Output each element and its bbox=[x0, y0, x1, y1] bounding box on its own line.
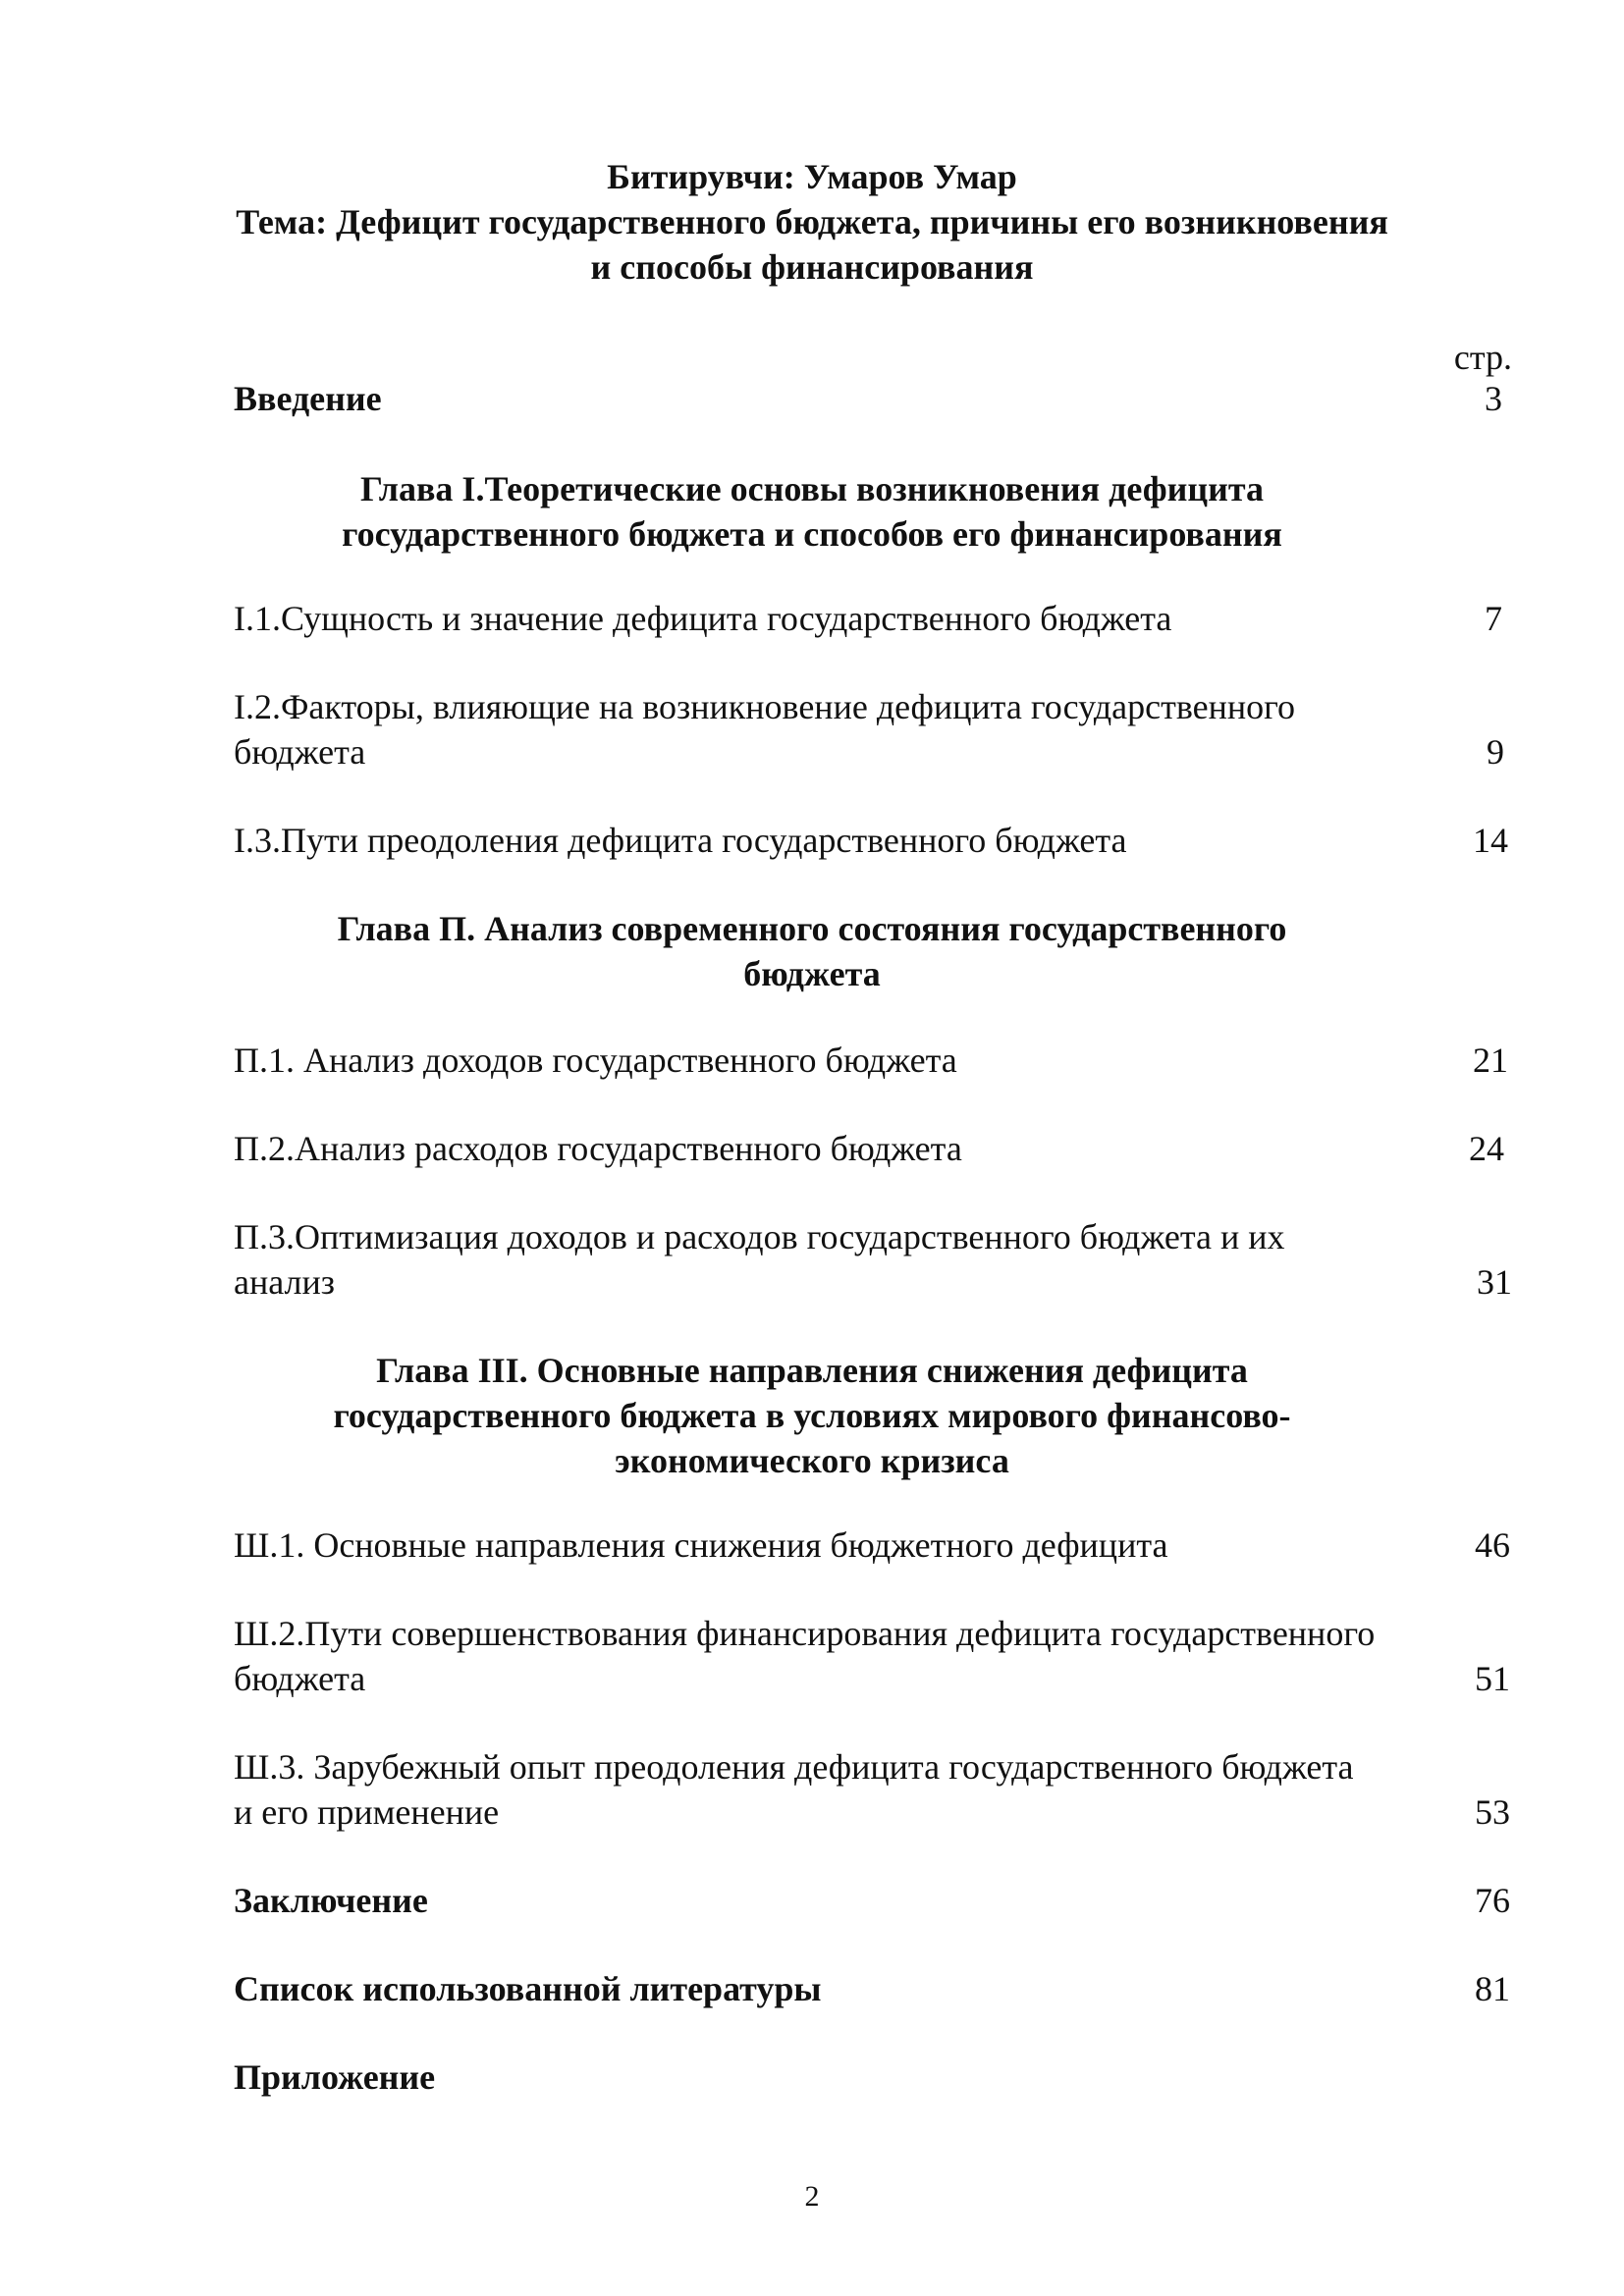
toc-ch3-s1-page: 46 bbox=[1475, 1525, 1510, 1565]
toc-conclusion-label: Заключение bbox=[234, 1881, 428, 1920]
toc-ch3-s3-page: 53 bbox=[1475, 1792, 1510, 1832]
chapter3-title-line-1: Глава III. Основные направления снижения дефицита bbox=[376, 1351, 1248, 1390]
toc-ch2-s2-page: 24 bbox=[1469, 1129, 1504, 1168]
toc-ch1-s2-label-line-2: бюджета bbox=[234, 732, 366, 772]
page-column-label: стр. bbox=[1453, 338, 1512, 377]
chapter3-title-line-3: экономического кризиса bbox=[615, 1441, 1009, 1480]
toc-intro-page: 3 bbox=[1485, 379, 1502, 418]
toc-ch3-s3-label-line-2: и его применение bbox=[234, 1792, 500, 1832]
toc-ch2-s2-label: П.2.Анализ расходов государственного бюджета bbox=[234, 1129, 962, 1168]
toc-ch3-s2-label-line-2: бюджета bbox=[234, 1659, 366, 1698]
toc-ch3-s3-label-line-1: Ш.3. Зарубежный опыт преодоления дефицита государственного бюджета bbox=[234, 1747, 1354, 1787]
toc-references-page: 81 bbox=[1475, 1969, 1510, 2008]
chapter3-title-line-2: государственного бюджета в условиях мирового финансово- bbox=[333, 1396, 1291, 1435]
toc-ch2-s3-label-line-1: П.3.Оптимизация доходов и расходов государственного бюджета и их bbox=[234, 1217, 1285, 1256]
toc-ch3-s2-label-line-1: Ш.2.Пути совершенствования финансирования дефицита государственного bbox=[234, 1614, 1376, 1653]
toc-appendix-label: Приложение bbox=[234, 2057, 436, 2097]
toc-ch3-s1-label: Ш.1. Основные направления снижения бюджетного дефицита bbox=[234, 1525, 1168, 1565]
author-line: Битирувчи: Умаров Умар bbox=[607, 157, 1017, 196]
toc-ch2-s1-page: 21 bbox=[1473, 1041, 1508, 1080]
toc-conclusion-page: 76 bbox=[1475, 1881, 1510, 1920]
toc-ch1-s3-label: I.3.Пути преодоления дефицита государственного бюджета bbox=[234, 821, 1127, 860]
toc-ch2-s3-page: 31 bbox=[1477, 1262, 1512, 1302]
toc-intro-label: Введение bbox=[234, 379, 382, 418]
chapter2-title-line-2: бюджета bbox=[743, 954, 881, 993]
chapter1-title-line-2: государственного бюджета и способов его финансирования bbox=[342, 514, 1282, 554]
toc-ch1-s2-page: 9 bbox=[1487, 732, 1504, 772]
toc-ch1-s1-page: 7 bbox=[1485, 599, 1502, 638]
chapter2-title-line-1: Глава П. Анализ современного состояния государственного bbox=[337, 909, 1287, 948]
toc-references-label: Список использованной литературы bbox=[234, 1969, 822, 2008]
chapter1-title-line-1: Глава I.Теоретические основы возникновения дефицита bbox=[359, 469, 1265, 508]
toc-ch1-s1-label: I.1.Сущность и значение дефицита государственного бюджета bbox=[234, 599, 1172, 638]
footer-page-number: 2 bbox=[804, 2180, 820, 2213]
toc-ch1-s2-label-line-1: I.2.Факторы, влияющие на возникновение дефицита государственного bbox=[234, 687, 1296, 726]
toc-ch2-s1-label: П.1. Анализ доходов государственного бюджета bbox=[234, 1041, 957, 1080]
toc-ch3-s2-page: 51 bbox=[1475, 1659, 1510, 1698]
toc-ch1-s3-page: 14 bbox=[1473, 821, 1508, 860]
topic-line-1: Тема: Дефицит государственного бюджета, причины его возникновения bbox=[236, 202, 1388, 241]
toc-ch2-s3-label-line-2: анализ bbox=[234, 1262, 335, 1302]
topic-line-2: и способы финансирования bbox=[590, 247, 1034, 287]
